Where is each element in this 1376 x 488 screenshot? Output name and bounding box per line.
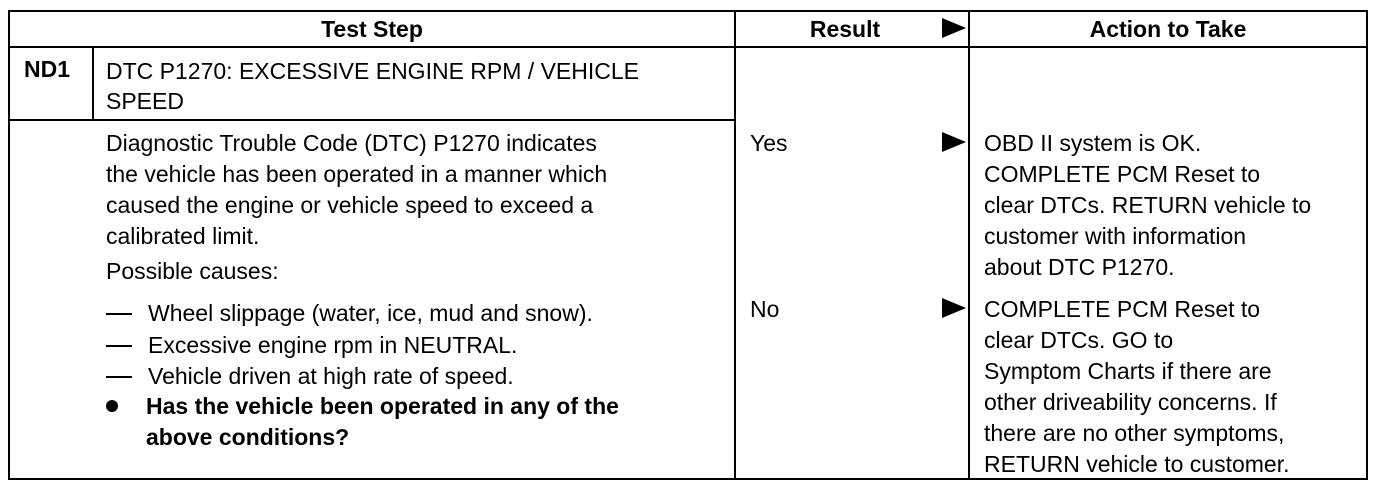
col-divider-result xyxy=(734,10,736,480)
cause-dash-icon xyxy=(106,345,132,347)
cause-item-3: Vehicle driven at high rate of speed. xyxy=(148,363,514,389)
no-action-line-1: COMPLETE PCM Reset to xyxy=(984,296,1261,322)
cause-dash-icon xyxy=(106,376,132,378)
col-divider-action xyxy=(968,10,970,480)
no-action-line-5: there are no other symptoms, xyxy=(984,420,1285,446)
question-line-1: Has the vehicle been operated in any of the xyxy=(146,393,619,419)
yes-action-line-4: customer with information xyxy=(984,223,1247,249)
yes-action-line-1: OBD II system is OK. xyxy=(984,130,1202,156)
bullet-icon xyxy=(106,400,118,412)
cause-item-2: Excessive engine rpm in NEUTRAL. xyxy=(148,332,518,358)
step-title-rule xyxy=(8,119,736,121)
yes-action-line-5: about DTC P1270. xyxy=(984,254,1175,280)
yes-arrow-icon xyxy=(942,132,966,152)
result-yes: Yes xyxy=(750,130,788,156)
header-test-step: Test Step xyxy=(321,16,423,42)
no-arrow-icon xyxy=(942,298,966,318)
no-action-line-6: RETURN vehicle to customer. xyxy=(984,451,1290,477)
yes-action-line-3: clear DTCs. RETURN vehicle to xyxy=(984,192,1312,218)
step-title-line-2: SPEED xyxy=(106,88,184,114)
result-no: No xyxy=(750,296,780,322)
header-arrow-icon xyxy=(942,18,966,38)
description-line-1: Diagnostic Trouble Code (DTC) P1270 indicates xyxy=(106,130,597,156)
question-line-2: above conditions? xyxy=(146,424,350,450)
description-line-3: caused the engine or vehicle speed to exceed a xyxy=(106,192,594,218)
no-action-line-3: Symptom Charts if there are xyxy=(984,358,1272,384)
yes-action-line-2: COMPLETE PCM Reset to xyxy=(984,161,1261,187)
cause-item-1: Wheel slippage (water, ice, mud and snow). xyxy=(148,300,593,326)
step-id-divider xyxy=(92,46,94,120)
step-id: ND1 xyxy=(24,56,71,82)
cause-dash-icon xyxy=(106,313,132,315)
header-rule xyxy=(8,46,1368,48)
header-result: Result xyxy=(809,16,881,42)
step-title-line-1: DTC P1270: EXCESSIVE ENGINE RPM / VEHICLE xyxy=(106,58,639,84)
header-action: Action to Take xyxy=(1089,16,1247,42)
no-action-line-2: clear DTCs. GO to xyxy=(984,327,1174,353)
description-line-4: calibrated limit. xyxy=(106,223,260,249)
possible-causes-label: Possible causes: xyxy=(106,258,279,284)
description-line-2: the vehicle has been operated in a manner which xyxy=(106,161,608,187)
no-action-line-4: other driveability concerns. If xyxy=(984,389,1277,415)
